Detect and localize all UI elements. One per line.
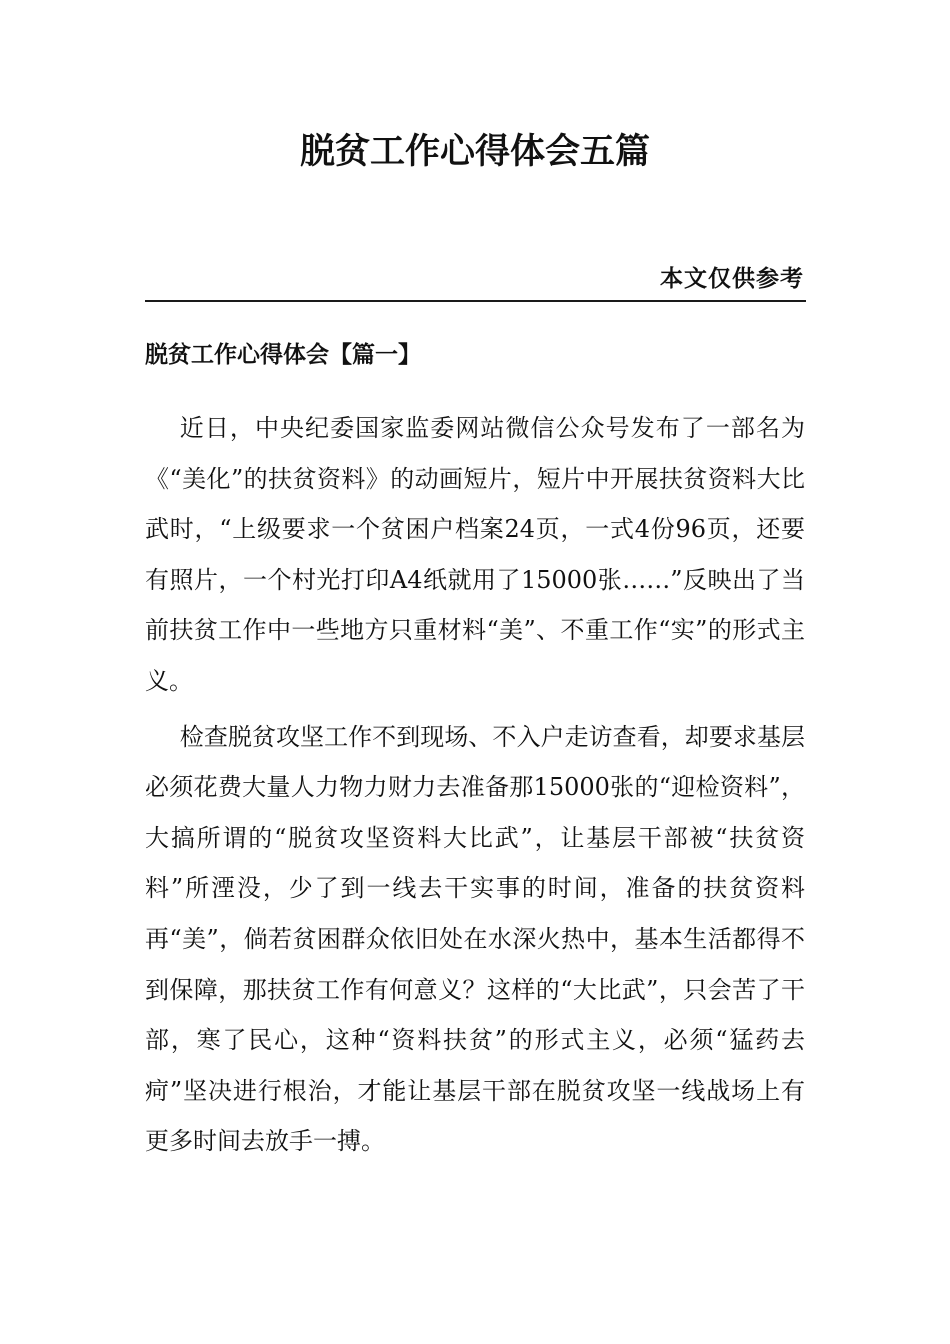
document-body	[145, 403, 805, 1172]
section-heading: 脱贫工作心得体会【篇一】	[145, 341, 421, 368]
document-title: 脱贫工作心得体会五篇	[299, 131, 650, 172]
header-divider	[145, 300, 806, 302]
reference-note: 本文仅供参考	[660, 265, 804, 292]
body-paragraph-1: 近日，中央纪委国家监委网站微信公众号发布了一部名为《“美化”的扶贫资料》的动画短片，短片中开展扶贫资料大比武时，“上级要求一个贫困户档案24页，一式4份96页，还要有照片，一个村光打印A4纸就用了15000张……”反映出了当前扶贫工作中一些地方只重材料“美”、不重工作“实”的形式主义。	[145, 414, 805, 695]
body-paragraph-2: 检查脱贫攻坚工作不到现场、不入户走访查看，却要求基层必须花费大量人力物力财力去准备那15000张的“迎检资料”，大搞所谓的“脱贫攻坚资料大比武”，让基层干部被“扶贫资料”所湮没，少了到一线去干实事的时间，准备的扶贫资料再“美”，倘若贫困群众依旧处在水深火热中，基本生活都得不到保障，那扶贫工作有何意义？这样的“大比武”，只会苦了干部，寒了民心，这种“资料扶贫”的形式主义，必须“猛药去疴”坚决进行根治，才能让基层干部在脱贫攻坚一线战场上有更多时间去放手一搏。	[145, 722, 805, 1156]
